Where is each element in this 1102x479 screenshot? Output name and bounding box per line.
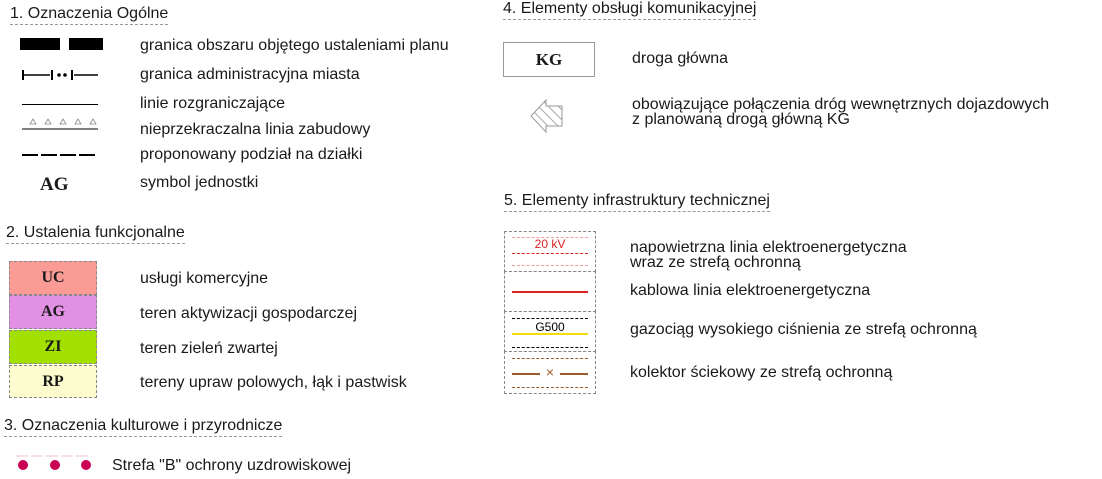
hatched-arrow-icon	[528, 96, 568, 136]
main-road-symbol: KG	[503, 42, 595, 77]
legend-label: symbol jednostki	[140, 174, 259, 191]
ag-zone-swatch: AG	[9, 295, 97, 329]
zi-zone-swatch: ZI	[9, 330, 97, 364]
legend-label: kolektor ściekowy ze strefą ochronną	[630, 364, 893, 381]
gas-pipeline-symbol	[504, 311, 596, 352]
legend-label-line: obowiązujące połączenia dróg wewnętrznych dojazdowych	[632, 96, 1050, 113]
legend-label: linie rozgraniczające	[140, 95, 285, 112]
legend-label: gazociąg wysokiego ciśnienia ze strefą ochronną	[630, 321, 977, 338]
rp-zone-swatch: RP	[9, 365, 97, 398]
legend-label: kablowa linia elektroenergetyczna	[630, 282, 871, 299]
unit-symbol-example: AG	[40, 174, 69, 195]
legend-label: Strefa "B" ochrony uzdrowiskowej	[112, 457, 352, 474]
legend-label-line: napowietrzna linia elektroenergetyczna	[630, 239, 907, 256]
administrative-boundary-icon	[22, 68, 98, 82]
plan-boundary-line-icon	[20, 38, 102, 50]
legend-label: granica obszaru objętego ustaleniami planu	[140, 37, 449, 54]
building-line-icon	[22, 118, 98, 132]
legend-label: granica administracyjna miasta	[140, 66, 360, 83]
legend-label-line: wraz ze strefą ochronną	[630, 254, 801, 271]
legend-label: teren zieleń zwartej	[140, 340, 278, 357]
legend-label: tereny upraw polowych, łąk i pastwisk	[140, 374, 407, 391]
section-5-heading: 5. Elementy infrastruktury technicznej	[504, 192, 770, 212]
pipeline-label: G500	[535, 320, 565, 334]
voltage-label: 20 kV	[534, 237, 566, 251]
section-1-heading: 1. Oznaczenia Ogólne	[10, 5, 168, 25]
uc-zone-swatch: UC	[9, 261, 97, 295]
legend-label: droga główna	[632, 50, 729, 67]
legend-label: nieprzekraczalna linia zabudowy	[140, 121, 371, 138]
legend-label	[630, 240, 907, 270]
legend-label	[632, 97, 1049, 127]
cable-power-line-symbol	[504, 271, 596, 312]
proposed-division-icon	[22, 152, 98, 158]
sewer-cross-icon: ×	[545, 364, 555, 380]
section-2-heading: 2. Ustalenia funkcjonalne	[6, 224, 185, 244]
legend-label: usługi komercyjne	[140, 270, 269, 287]
division-line-icon	[22, 104, 98, 105]
legend-label: proponowany podział na działki	[140, 146, 363, 163]
section-3-heading: 3. Oznaczenia kulturowe i przyrodnicze	[4, 417, 282, 437]
section-4-heading: 4. Elementy obsługi komunikacyjnej	[503, 0, 756, 20]
sewer-collector-symbol	[504, 351, 596, 394]
spa-zone-line-icon	[14, 452, 94, 472]
overhead-power-line-symbol	[504, 231, 596, 272]
legend-label-line: z planowaną drogą główną KG	[632, 111, 850, 128]
legend-label: teren aktywizacji gospodarczej	[140, 305, 357, 322]
